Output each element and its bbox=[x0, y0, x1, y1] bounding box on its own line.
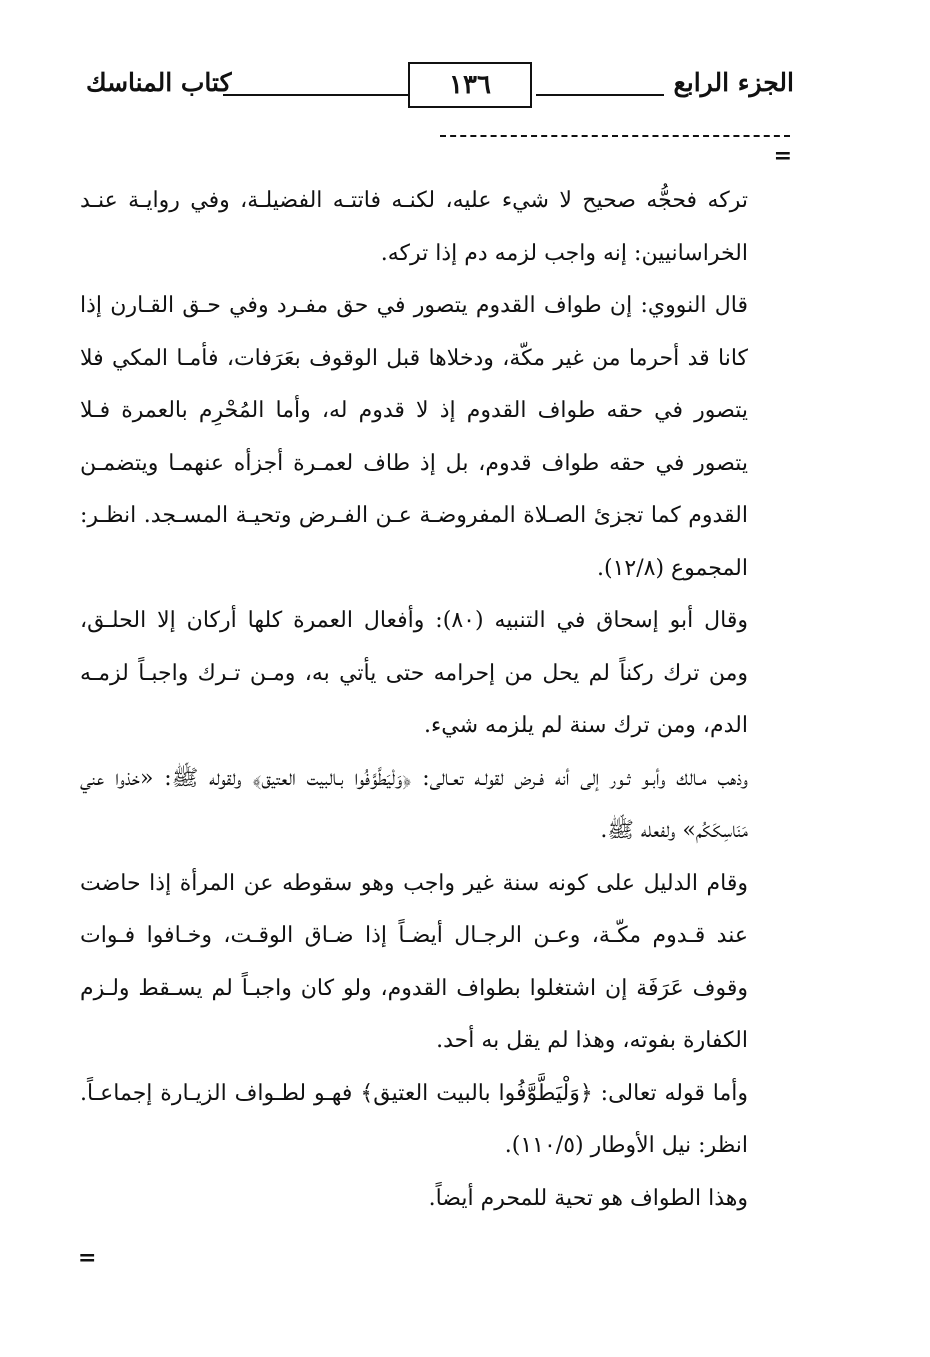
volume-title: الجزء الرابع bbox=[673, 68, 794, 97]
paragraph-4: وذهب مـالك وأبـو ثـور إلى أنه فـرض لقولـه تعـالى: ﴿وَلْيَطَّوَّفُوا بـالبيت العتيق﴾ ولقوله ﷺ: «خذوا عني مَنَاسِكَكُم» ولفعله ﷺ. bbox=[80, 765, 748, 843]
paragraph-6: وأما قوله تعالى: ﴿وَلْيَطَّوَّفُوا بالبيت العتيق﴾ فهـو لطـواف الزيـارة إجماعـاً. انظر: نيل الأوطار (١١٠/٥). bbox=[80, 1080, 748, 1158]
footnote-body bbox=[80, 175, 748, 1225]
paragraph-2: قال النووي: إن طواف القدوم يتصور في حق مفـرد وفي حـق القـارن إذا كانا قد أحرما من غير مكّة، ودخلاها قبل الوقوف بعَرَفات، فأمـا المكي فلا يتصور في حقه طواف القدوم إذ لا قدوم له، وأما المُحْرِم بالعمرة فـلا يتصور في حقه طواف قدوم، بل إذ طاف لعمـرة أجزأه عنهمـا ويتضمـن القدوم كما تجزئ الصـلاة المفروضـة عـن الفـرض وتحيـة المسـجد. انظـر: المجموع (١٢/٨). bbox=[80, 293, 748, 581]
continuation-mark-top: = bbox=[773, 143, 792, 169]
footnote-separator-dashed bbox=[440, 135, 790, 137]
page-number: ١٣٦ bbox=[408, 62, 532, 108]
header-rule-left bbox=[223, 94, 408, 96]
running-header bbox=[78, 62, 794, 122]
header-rule-right bbox=[536, 94, 664, 96]
paragraph-5: وقام الدليل على كونه سنة غير واجب وهو سقوطه عن المرأة إذا حاضت عند قـدوم مكّـة، وعـن الرجـال أيضـاً إذا ضـاق الوقـت، وخـافوا فـوات وقوف عَرَفَة إن اشتغلوا بطواف القدوم، ولو كان واجبـاً لم يسـقط ولـزم الكفارة بفوته، وهذا لم يقل به أحد. bbox=[80, 870, 748, 1053]
paragraph-3: وقال أبو إسحاق في التنبيه (٨٠): وأفعال العمرة كلها أركان إلا الحلـق، ومن ترك ركناً لم يحل من إحرامه حتى يأتي به، ومـن تـرك واجبـاً لزمـه الدم، ومن ترك سنة لم يلزمه شيء. bbox=[80, 608, 749, 738]
book-title: كتاب المناسك bbox=[86, 68, 232, 97]
paragraph-1: تركه فحجُّه صحيح لا شيء عليه، لكنـه فاتتـه الفضيلـة، وفي روايـة عنـد الخراسانيين: إنه واجب لزمه دم إذا تركه. bbox=[80, 188, 748, 266]
continuation-mark-bottom: = bbox=[78, 1245, 97, 1271]
paragraph-7: وهذا الطواف هو تحية للمحرم أيضاً. bbox=[428, 1185, 748, 1211]
